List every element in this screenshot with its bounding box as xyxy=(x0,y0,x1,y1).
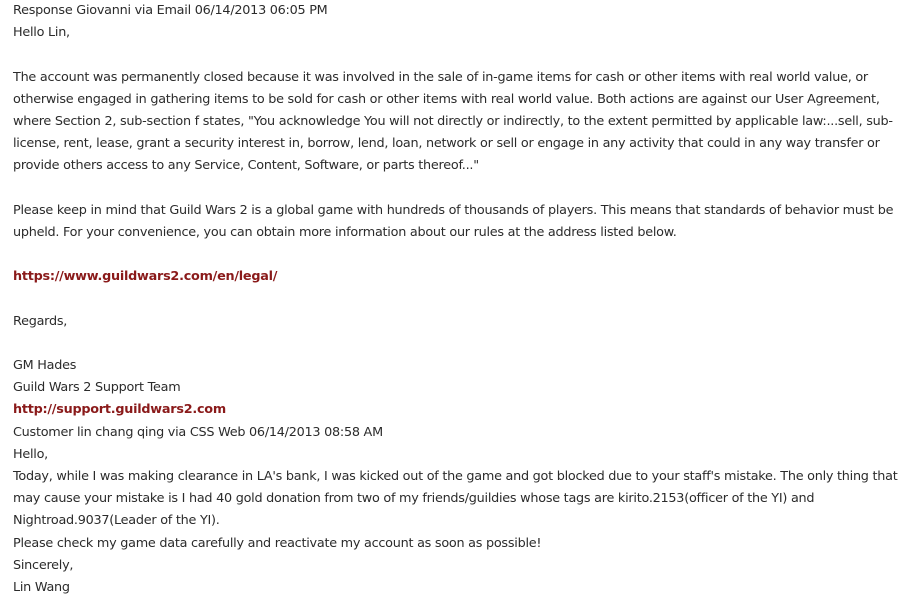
customer-body-line: may cause your mistake is I had 40 gold donation from two of my friends/guildies whose tags are kirito.2153(officer of the YI) and xyxy=(13,491,815,507)
response-paragraph2-line: Please keep in mind that Guild Wars 2 is a global game with hundreds of thousands of players. This means that standards of behavior must be xyxy=(13,202,894,218)
customer-body-line: Please check my game data carefully and reactivate my account as soon as possible! xyxy=(13,535,542,551)
customer-header: Customer lin chang qing via CSS Web 06/14/2013 08:58 AM xyxy=(13,424,383,440)
response-paragraph1-line: where Section 2, sub-section f states, "You acknowledge You will not directly or indirectly, to the extent permitted by applicable law:...sell, sub- xyxy=(13,113,893,129)
customer-body-line: Nightroad.9037(Leader of the YI). xyxy=(13,513,220,529)
support-ticket-thread xyxy=(13,0,905,599)
response-greeting: Hello Lin, xyxy=(13,25,70,41)
spacer xyxy=(13,333,905,355)
legal-link[interactable]: https://www.guildwars2.com/en/legal/ xyxy=(13,269,278,285)
response-signature-team: Guild Wars 2 Support Team xyxy=(13,380,181,396)
customer-closing: Sincerely, xyxy=(13,557,74,573)
response-paragraph1-line: license, rent, lease, grant a security interest in, borrow, lend, loan, network or sell or engage in any activity that could in any way transfer or xyxy=(13,136,880,152)
spacer xyxy=(13,244,905,266)
response-closing: Regards, xyxy=(13,313,68,329)
response-header: Response Giovanni via Email 06/14/2013 06:05 PM xyxy=(13,3,328,18)
response-paragraph2-line: upheld. For your convenience, you can obtain more information about our rules at the address listed below. xyxy=(13,224,677,240)
customer-body-line: Today, while I was making clearance in LA's bank, I was kicked out of the game and got blocked due to your staff's mistake. The only thing that xyxy=(13,468,898,484)
response-signature-name: GM Hades xyxy=(13,358,77,373)
spacer xyxy=(13,178,905,200)
response-paragraph1-line: otherwise engaged in gathering items to be sold for cash or other items with real world value. Both actions are against our User Agreement, xyxy=(13,91,880,107)
response-paragraph1-line: The account was permanently closed because it was involved in the sale of in-game items for cash or other items with real world value, or xyxy=(13,69,868,85)
customer-greeting: Hello, xyxy=(13,446,49,462)
response-paragraph1-line: provide others access to any Service, Content, Software, or parts thereof..." xyxy=(13,158,479,174)
spacer xyxy=(13,288,905,310)
support-link[interactable]: http://support.guildwars2.com xyxy=(13,402,226,418)
customer-signature-name: Lin Wang xyxy=(13,579,70,595)
spacer xyxy=(13,44,905,66)
